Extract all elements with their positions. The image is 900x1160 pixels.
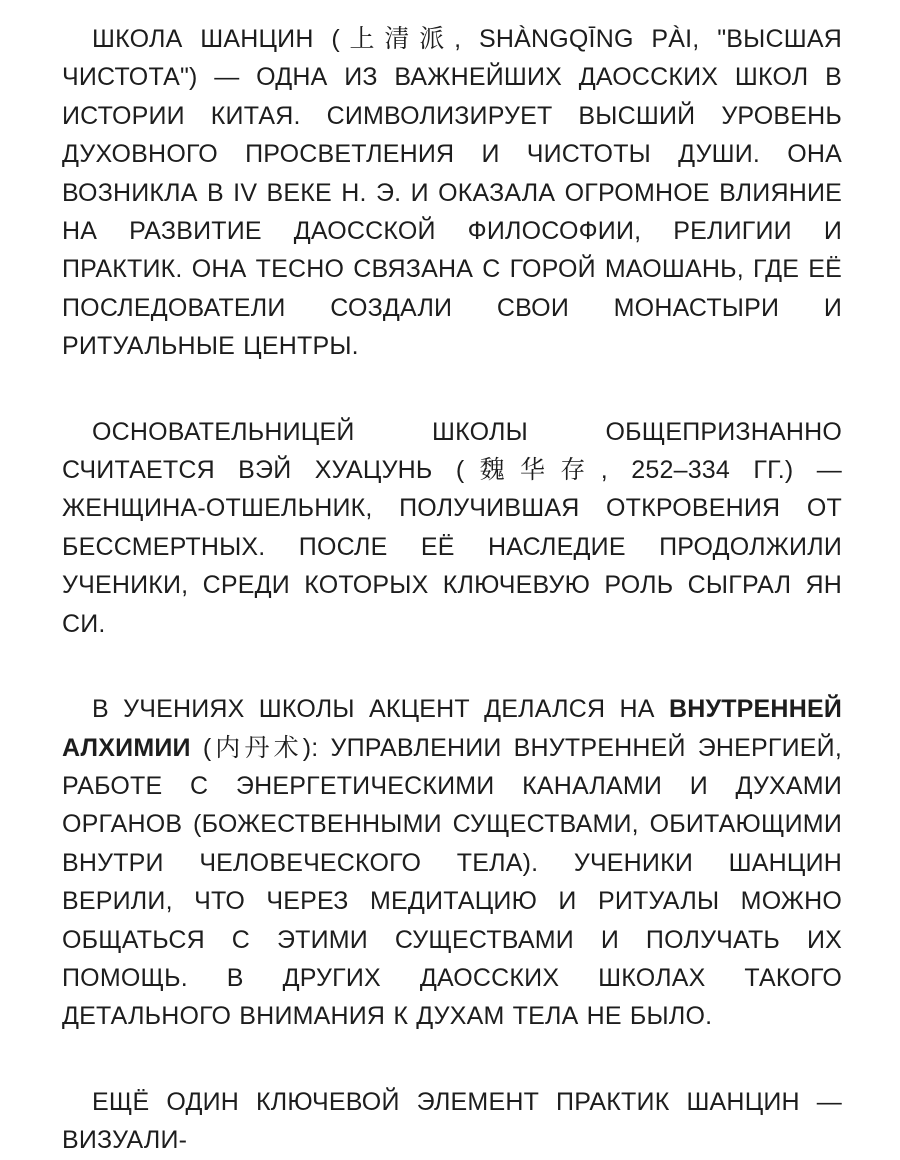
text-page [62,20,842,1155]
emphasis-inner-alchemy: ВНУТРЕННЕЙ АЛХИМИИ [62,695,842,762]
paragraph-shangqing-intro: ШКОЛА ШАНЦИН (上清派, SHÀNGQĪNG PÀI, "ВЫСШАЯ ЧИСТОТА") — ОДНА ИЗ ВАЖНЕЙШИХ ДАОССКИХ ШКОЛ В ИСТОРИИ КИТАЯ. СИМВОЛИЗИРУЕТ ВЫСШИЙ УРОВЕНЬ ДУХОВНОГО ПРОСВЕТЛЕНИЯ И ЧИСТОТЫ ДУШИ. ОНА ВОЗНИКЛА В IV ВЕКЕ Н. Э. И ОКАЗАЛА ОГРОМНОЕ ВЛИЯНИЕ НА РАЗВИТИЕ ДАОССКОЙ ФИЛОСОФИИ, РЕЛИГИИ И ПРАКТИК. ОНА ТЕСНО СВЯЗАНА С ГОРОЙ МАОШАНЬ, ГДЕ ЕЁ ПОСЛЕДОВАТЕЛИ СОЗДАЛИ СВОИ МОНАСТЫРИ И РИТУАЛЬНЫЕ ЦЕНТРЫ. [62,25,842,361]
paragraph-inner-alchemy [62,690,842,1036]
paragraph-text-before: В УЧЕНИЯХ ШКОЛЫ АКЦЕНТ ДЕЛАЛСЯ НА [92,695,669,724]
paragraph-visualization: ЕЩЁ ОДИН КЛЮЧЕВОЙ ЭЛЕМЕНТ ПРАКТИК ШАНЦИН — ВИЗУАЛИ- [62,1087,842,1155]
paragraph-founder: ОСНОВАТЕЛЬНИЦЕЙ ШКОЛЫ ОБЩЕПРИЗНАННО СЧИТАЕТСЯ ВЭЙ ХУАЦУНЬ (魏华存, 252–334 ГГ.) — ЖЕНЩИНА-ОТШЕЛЬНИК, ПОЛУЧИВШАЯ ОТКРОВЕНИЯ ОТ БЕССМЕРТНЫХ. ПОСЛЕ ЕЁ НАСЛЕДИЕ ПРОДОЛЖИЛИ УЧЕНИКИ, СРЕДИ КОТОРЫХ КЛЮЧЕВУЮ РОЛЬ СЫГРАЛ ЯН СИ. [62,417,842,638]
paragraph-text-after: (内丹术): УПРАВЛЕНИИ ВНУТРЕННЕЙ ЭНЕРГИЕЙ, РАБОТЕ С ЭНЕРГЕТИЧЕСКИМИ КАНАЛАМИ И ДУХАМИ ОРГАНОВ (БОЖЕСТВЕННЫМИ СУЩЕСТВАМИ, ОБИТАЮЩИМИ ВНУТРИ ЧЕЛОВЕЧЕСКОГО ТЕЛА). УЧЕНИКИ ШАНЦИН ВЕРИЛИ, ЧТО ЧЕРЕЗ МЕДИТАЦИЮ И РИТУАЛЫ МОЖНО ОБЩАТЬСЯ С ЭТИМИ СУЩЕСТВАМИ И ПОЛУЧАТЬ ИХ ПОМОЩЬ. В ДРУГИХ ДАОССКИХ ШКОЛАХ ТАКОГО ДЕТАЛЬНОГО ВНИМАНИЯ К ДУХАМ ТЕЛА НЕ БЫЛО. [62,733,842,1031]
